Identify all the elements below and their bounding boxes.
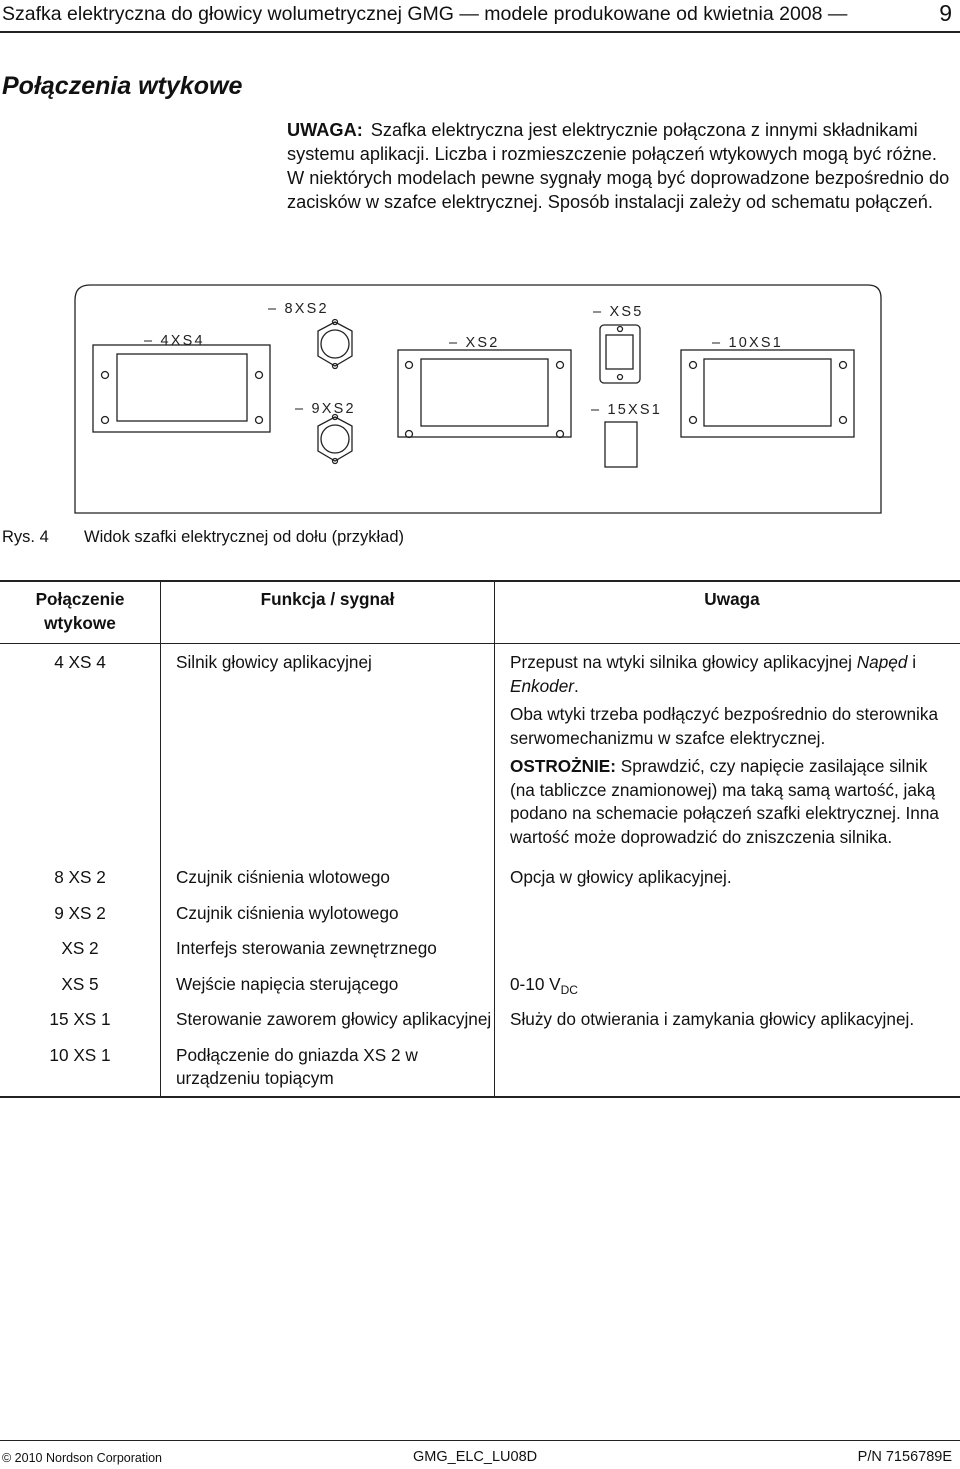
col-header-function: Funkcja / sygnał [161, 581, 495, 644]
cell-function: Czujnik ciśnienia wylotowego [161, 895, 495, 931]
cell-function: Sterowanie zaworem głowicy aplikacyjnej [161, 1001, 495, 1037]
label-xs5: – XS5 [593, 304, 644, 320]
cell-remark: Opcja w głowicy aplikacyjnej. [510, 867, 732, 887]
label-4xs4: – 4XS4 [144, 333, 205, 349]
connector-10xs1 [681, 350, 854, 437]
cell-remark [495, 644, 960, 860]
figure-caption [2, 528, 404, 547]
table-row [0, 966, 960, 1002]
note-text: Szafka elektryczna jest elektrycznie połączona z innymi składnikami systemu aplikacji. Liczba i rozmieszczenie połączeń wtykowych mogą być różne. W niektórych modelach pewne sygnały mogą być doprowadzone bezpośrednio do zacisków w szafce elektrycznej. Sposób instalacji zależy od schematu połączeń. [287, 120, 950, 212]
label-9xs2: – 9XS2 [295, 401, 356, 417]
figure-caption-text: Widok szafki elektrycznej od dołu (przykład) [84, 528, 405, 546]
cell-remark [495, 1037, 960, 1097]
cell-connection: 15 XS 1 [0, 1001, 161, 1037]
caution-label: OSTROŻNIE: [510, 756, 616, 776]
footer-copyright: © 2010 Nordson Corporation [2, 1451, 162, 1465]
table-row [0, 644, 960, 860]
cell-connection: XS 5 [0, 966, 161, 1002]
footer-part-number: P/N 7156789E [857, 1449, 952, 1465]
connector-15xs1 [605, 422, 637, 467]
cabinet-outline [75, 285, 881, 513]
table-row [0, 859, 960, 895]
footer-rule [0, 1440, 960, 1441]
cell-remark [495, 895, 960, 931]
table-row [0, 1001, 960, 1037]
connector-xs5 [600, 325, 640, 383]
running-header-title: Szafka elektryczna do głowicy wolumetrycznej GMG — modele produkowane od kwietnia 2008 — [2, 3, 848, 25]
label-10xs1: – 10XS1 [712, 335, 784, 351]
cell-connection: XS 2 [0, 930, 161, 966]
note-block [287, 118, 959, 214]
label-15xs1: – 15XS1 [591, 402, 663, 418]
cell-remark: Służy do otwierania i zamykania głowicy aplikacyjnej. [510, 1009, 915, 1029]
col-header-remark: Uwaga [495, 581, 960, 644]
col-header-connection: Połączenie wtykowe [0, 581, 161, 644]
cell-function: Czujnik ciśnienia wlotowego [161, 859, 495, 895]
page-number: 9 [939, 0, 952, 26]
remark-para-2: Oba wtyki trzeba podłączyć bezpośrednio do sterownika serwomechanizmu w szafce elektrycznej. [510, 704, 939, 748]
cell-connection: 9 XS 2 [0, 895, 161, 931]
connector-9xs2 [318, 415, 352, 464]
table-row [0, 930, 960, 966]
label-8xs2: – 8XS2 [268, 301, 329, 317]
caution-para: OSTROŻNIE: Sprawdzić, czy napięcie zasilające silnik (na tabliczce znamionowej) ma taką samą wartość, jaką podano na schemacie połączeń szafki elektrycznej. Inna wartość może doprowadzić do zniszczenia silnika. [510, 756, 939, 847]
table-header-row [0, 581, 960, 644]
cell-function: Podłączenie do gniazda XS 2 w urządzeniu topiącym [161, 1037, 495, 1097]
connector-4xs4 [93, 345, 270, 432]
connections-table [0, 580, 960, 1098]
section-title: Połączenia wtykowe [2, 72, 243, 100]
cell-connection: 4 XS 4 [0, 644, 161, 860]
label-xs2: – XS2 [449, 335, 500, 351]
cell-remark [495, 930, 960, 966]
footer-doc-id: GMG_ELC_LU08D [413, 1449, 538, 1465]
connector-xs2 [398, 350, 571, 438]
cell-function: Interfejs sterowania zewnętrznego [161, 930, 495, 966]
remark-para-1: Przepust na wtyki silnika głowicy aplikacyjnej Napęd i Enkoder. [510, 652, 917, 696]
cell-connection: 10 XS 1 [0, 1037, 161, 1097]
note-label: UWAGA: [287, 120, 363, 140]
cell-connection: 8 XS 2 [0, 859, 161, 895]
cabinet-bottom-diagram [0, 280, 960, 520]
connector-8xs2 [318, 320, 352, 369]
cell-function: Wejście napięcia sterującego [161, 966, 495, 1002]
table-row [0, 1037, 960, 1097]
cell-remark: 0-10 $V_{DC}$ [510, 973, 578, 997]
header-rule [0, 31, 960, 33]
table-row [0, 895, 960, 931]
figure-number: Rys. 4 [2, 528, 49, 546]
cell-function: Silnik głowicy aplikacyjnej [161, 644, 495, 860]
